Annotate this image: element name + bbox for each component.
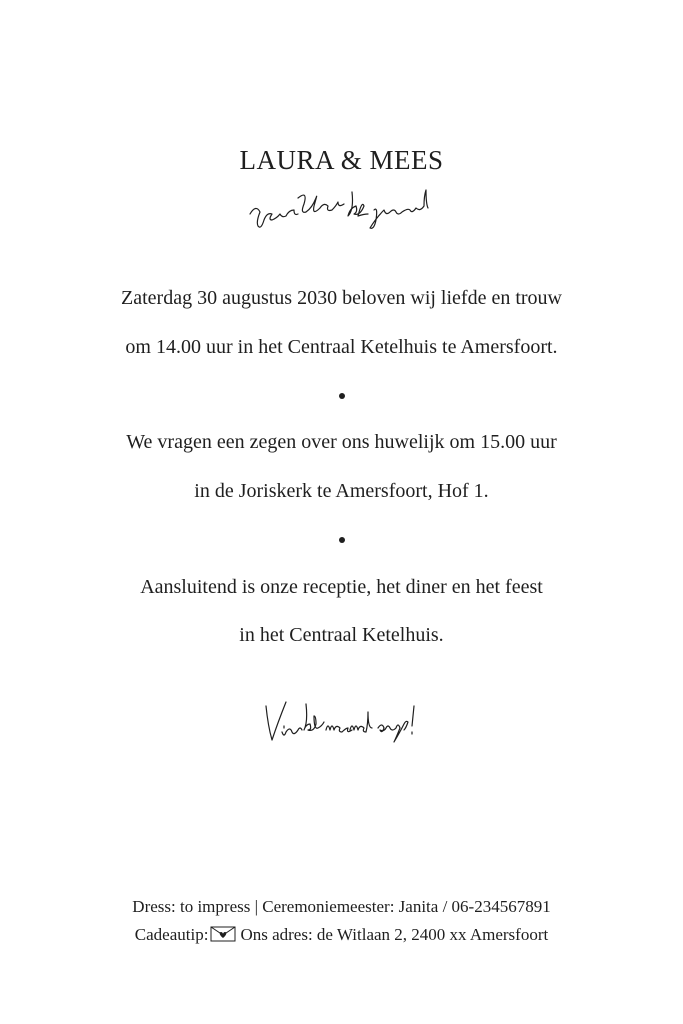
closing-handwriting <box>262 700 422 748</box>
paragraph-1-line-2: om 14.00 uur in het Centraal Ketelhuis te Amersfoort. <box>125 336 558 358</box>
subtitle-handwriting <box>246 188 440 230</box>
footer-line-1: Dress: to impress | Ceremoniemeester: Janita / 06-234567891 <box>132 897 551 916</box>
paragraph-3-line-2: in het Centraal Ketelhuis. <box>239 624 444 646</box>
paragraph-2-line-2: in de Joriskerk te Amersfoort, Hof 1. <box>194 480 489 502</box>
footer-gift-label: Cadeautip: <box>134 925 209 944</box>
paragraph-2-line-1: We vragen een zegen over ons huwelijk om 15.00 uur <box>126 431 557 453</box>
paragraph-3-line-1: Aansluitend is onze receptie, het diner en het feest <box>140 576 543 598</box>
separator-dot <box>339 537 345 543</box>
paragraph-1-line-1: Zaterdag 30 augustus 2030 beloven wij liefde en trouw <box>121 287 562 309</box>
footer-line-2 <box>0 925 683 945</box>
separator-dot <box>339 393 345 399</box>
envelope-heart-icon <box>210 926 236 942</box>
footer-address: Ons adres: de Witlaan 2, 2400 xx Amersfoort <box>240 925 549 944</box>
couple-names: LAURA & MEES <box>239 145 444 175</box>
